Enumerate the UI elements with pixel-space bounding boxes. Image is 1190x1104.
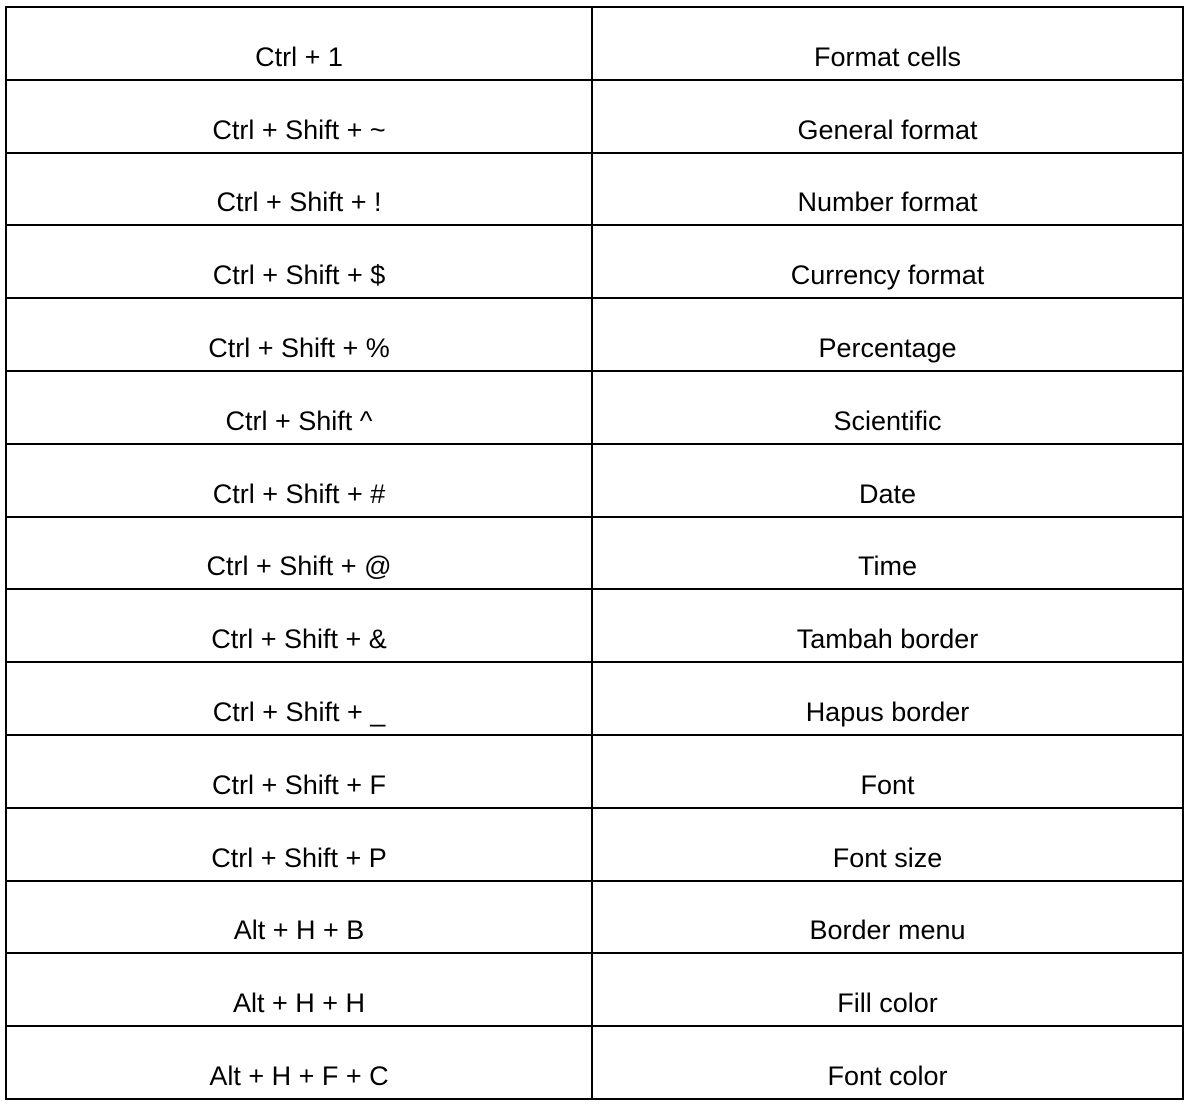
shortcut-cell: Ctrl + Shift + & <box>6 589 592 662</box>
action-cell: Font <box>592 735 1183 808</box>
table-row <box>6 589 1183 662</box>
table-row <box>6 153 1183 226</box>
action-cell: Currency format <box>592 225 1183 298</box>
shortcut-cell: Ctrl + Shift + # <box>6 444 592 517</box>
action-cell: Font color <box>592 1026 1183 1099</box>
table-row <box>6 517 1183 590</box>
action-cell: Tambah border <box>592 589 1183 662</box>
action-cell: Scientific <box>592 371 1183 444</box>
shortcut-table <box>5 6 1184 1100</box>
action-cell: Hapus border <box>592 662 1183 735</box>
table-row <box>6 444 1183 517</box>
table-row <box>6 881 1183 954</box>
action-cell: Format cells <box>592 7 1183 80</box>
table-row <box>6 808 1183 881</box>
shortcut-cell: Ctrl + Shift + % <box>6 298 592 371</box>
action-cell: Number format <box>592 153 1183 226</box>
table-row <box>6 80 1183 153</box>
shortcut-cell: Ctrl + Shift + _ <box>6 662 592 735</box>
action-cell: Border menu <box>592 881 1183 954</box>
shortcut-cell: Ctrl + Shift + $ <box>6 225 592 298</box>
table-row <box>6 662 1183 735</box>
shortcut-cell: Ctrl + Shift + ~ <box>6 80 592 153</box>
shortcut-table-body <box>6 7 1183 1099</box>
shortcut-cell: Ctrl + Shift + P <box>6 808 592 881</box>
shortcut-cell: Alt + H + F + C <box>6 1026 592 1099</box>
shortcut-cell: Ctrl + Shift + F <box>6 735 592 808</box>
table-row <box>6 953 1183 1026</box>
action-cell: Time <box>592 517 1183 590</box>
shortcut-cell: Alt + H + H <box>6 953 592 1026</box>
action-cell: Font size <box>592 808 1183 881</box>
table-row <box>6 7 1183 80</box>
action-cell: Percentage <box>592 298 1183 371</box>
action-cell: Date <box>592 444 1183 517</box>
shortcut-cell: Ctrl + Shift + @ <box>6 517 592 590</box>
shortcut-cell: Alt + H + B <box>6 881 592 954</box>
shortcut-cell: Ctrl + Shift + ! <box>6 153 592 226</box>
table-row <box>6 298 1183 371</box>
table-row <box>6 371 1183 444</box>
action-cell: Fill color <box>592 953 1183 1026</box>
shortcut-cell: Ctrl + 1 <box>6 7 592 80</box>
shortcut-cell: Ctrl + Shift ^ <box>6 371 592 444</box>
action-cell: General format <box>592 80 1183 153</box>
table-row <box>6 1026 1183 1099</box>
table-row <box>6 225 1183 298</box>
table-row <box>6 735 1183 808</box>
